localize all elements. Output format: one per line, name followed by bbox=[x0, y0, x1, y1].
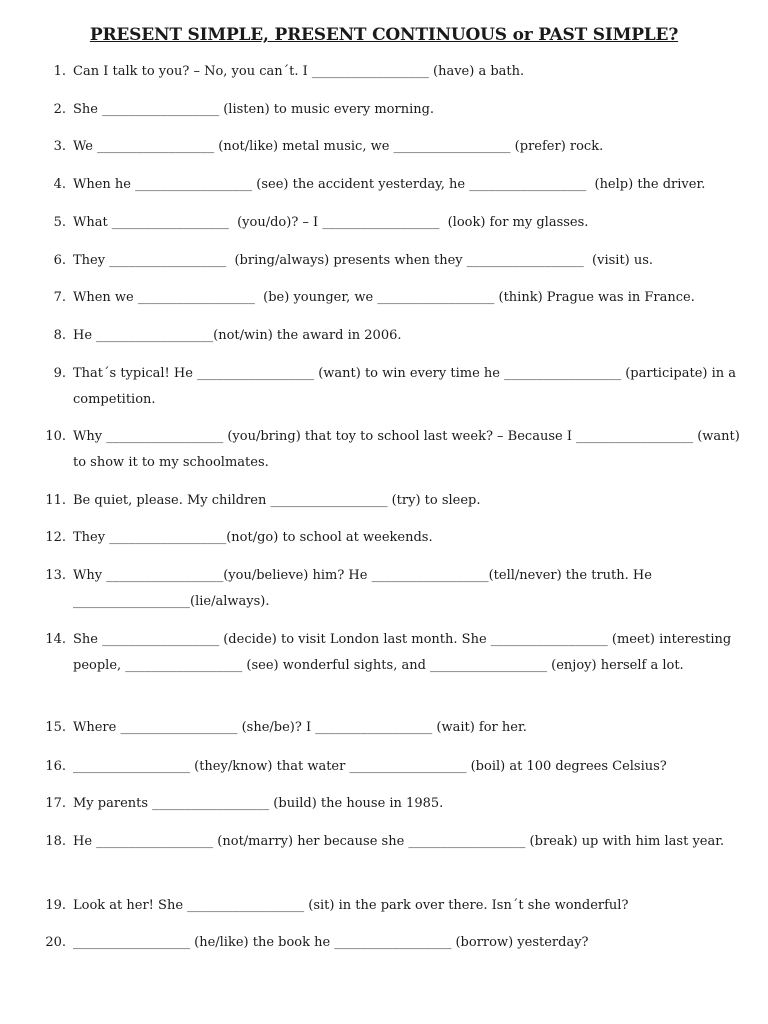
item-number: 8. bbox=[53, 328, 66, 343]
item-number: 13. bbox=[45, 568, 66, 583]
item-text: Look at her! She __________________ (sit) in the park over there. Isn´t she wonderful? bbox=[73, 898, 629, 913]
item-number: 20. bbox=[45, 935, 66, 950]
item-number: 2. bbox=[53, 102, 66, 117]
item-text: __________________ (he/like) the book he __________________ (borrow) yesterday? bbox=[73, 935, 589, 950]
item-number: 18. bbox=[45, 834, 66, 849]
item-text: My parents __________________ (build) the house in 1985. bbox=[73, 796, 444, 811]
item-number: 17. bbox=[45, 796, 66, 811]
item-number: 3. bbox=[53, 139, 66, 154]
item-text: What __________________ (you/do)? – I __________________ (look) for my glasses. bbox=[73, 215, 589, 230]
item-text: Be quiet, please. My children __________________ (try) to sleep. bbox=[73, 493, 481, 508]
item-text: __________________ (they/know) that water __________________ (boil) at 100 degrees Celsius? bbox=[73, 759, 667, 774]
item-number: 15. bbox=[45, 720, 66, 735]
item-number: 10. bbox=[45, 429, 66, 444]
item-text: He __________________ (not/marry) her because she __________________ (break) up with him last year. bbox=[73, 834, 725, 849]
item-text: Why __________________ (you/bring) that toy to school last week? – Because I __________________ (want) to show it to my schoolmates. bbox=[73, 429, 744, 470]
item-text: They __________________(not/go) to school at weekends. bbox=[73, 530, 433, 545]
item-text: She __________________ (decide) to visit London last month. She __________________ (meet) interesting people, __________________ (see) wonderful sights, and __________________ (enjoy) herself a lot. bbox=[73, 632, 736, 673]
item-text: Where __________________ (she/be)? I __________________ (wait) for her. bbox=[73, 720, 527, 735]
item-text: When we __________________ (be) younger, we __________________ (think) Prague was in France. bbox=[73, 290, 695, 305]
item-number: 19. bbox=[45, 898, 66, 913]
item-number: 7. bbox=[53, 290, 66, 305]
item-number: 11. bbox=[45, 493, 66, 508]
item-text: They __________________ (bring/always) presents when they __________________ (visit) us. bbox=[73, 253, 654, 268]
item-text: Why __________________(you/believe) him? He __________________(tell/never) the truth. He __________________(lie/always). bbox=[73, 568, 657, 609]
worksheet-title: PRESENT SIMPLE, PRESENT CONTINUOUS or PAST SIMPLE? bbox=[89, 25, 679, 45]
item-number: 14. bbox=[45, 632, 66, 647]
item-text: She __________________ (listen) to music every morning. bbox=[73, 102, 435, 117]
item-text: Can I talk to you? – No, you can´t. I __________________ (have) a bath. bbox=[73, 64, 525, 79]
item-number: 9. bbox=[53, 366, 66, 381]
item-number: 5. bbox=[53, 215, 66, 230]
item-number: 12. bbox=[45, 530, 66, 545]
item-text: He __________________(not/win) the award in 2006. bbox=[73, 328, 402, 343]
item-number: 4. bbox=[53, 177, 66, 192]
item-text: That´s typical! He __________________ (want) to win every time he __________________ (participate) in a competition. bbox=[73, 366, 741, 407]
item-number: 16. bbox=[45, 759, 66, 774]
item-number: 1. bbox=[53, 64, 66, 79]
item-number: 6. bbox=[53, 253, 66, 268]
item-text: We __________________ (not/like) metal music, we __________________ (prefer) rock. bbox=[73, 139, 604, 154]
item-text: When he __________________ (see) the accident yesterday, he __________________ (help) the driver. bbox=[73, 177, 706, 192]
